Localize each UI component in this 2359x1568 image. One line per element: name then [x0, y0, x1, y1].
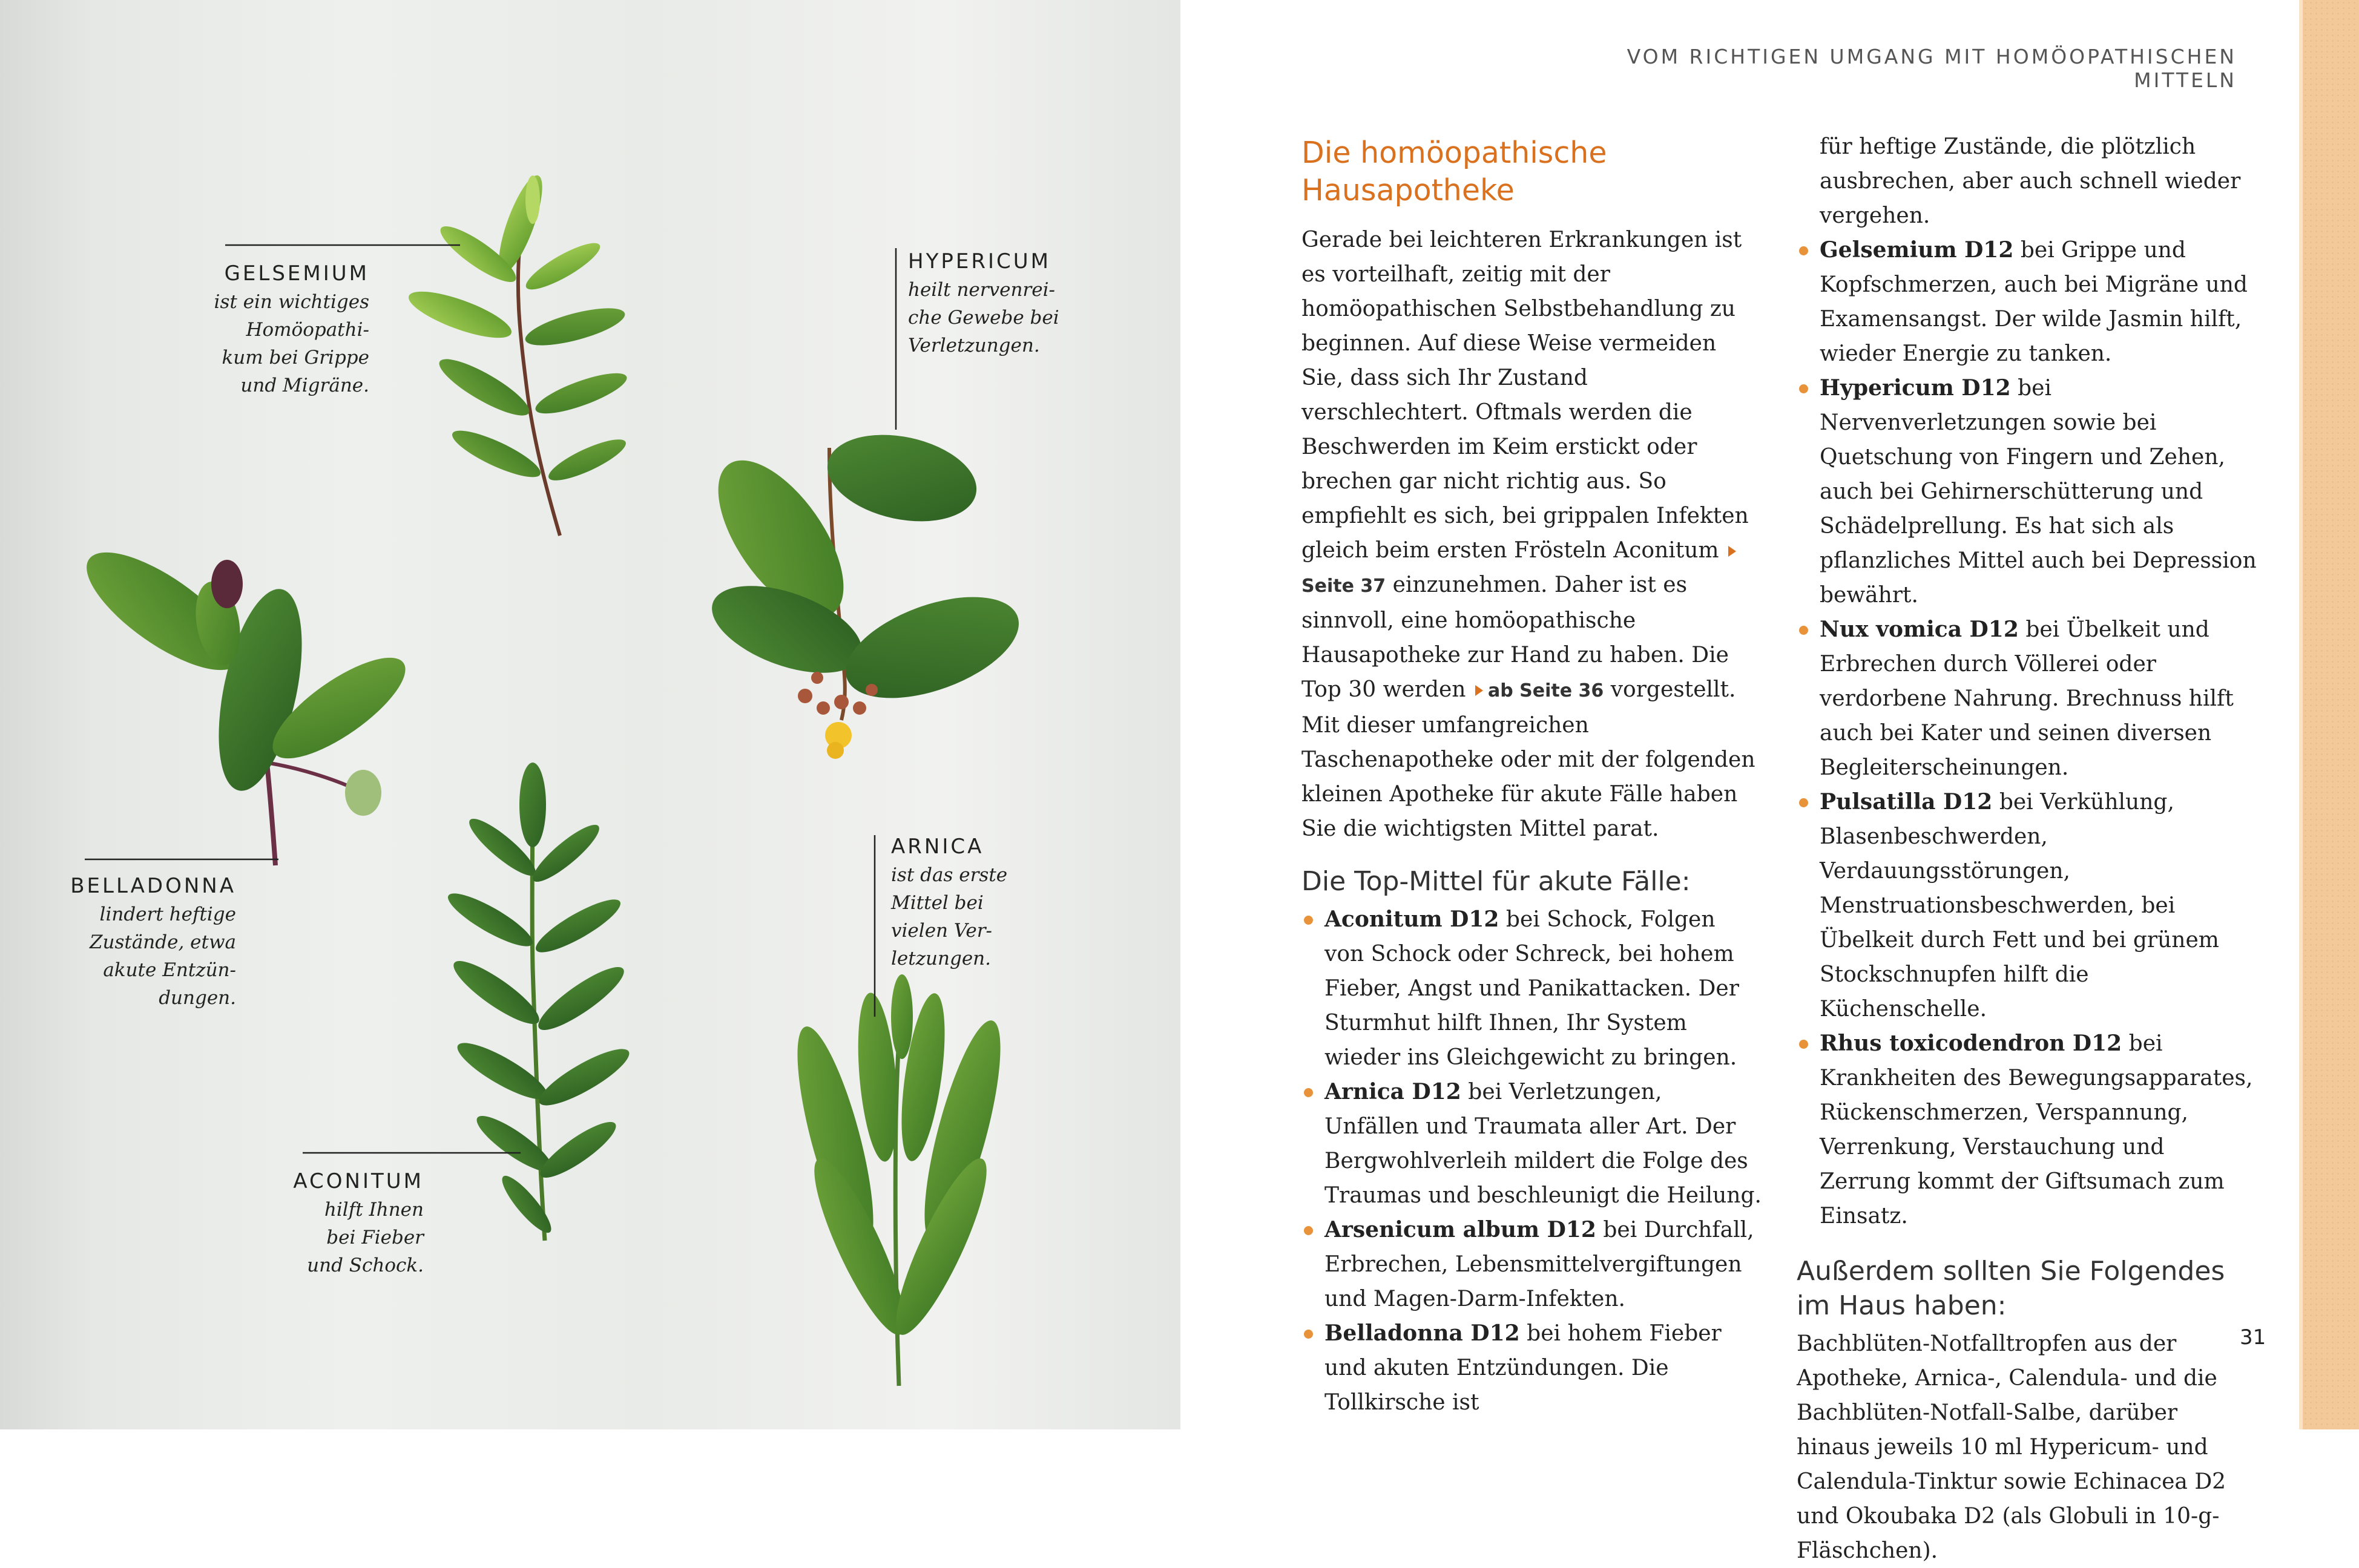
- label-hypericum: HYPERICUM heilt nervenrei- che Gewebe bei Verletzungen.: [908, 247, 1078, 359]
- gelsemium-plant: [404, 171, 631, 536]
- label-gelsemium-name: GELSEMIUM: [224, 261, 369, 286]
- page-reference[interactable]: Seite 37: [1301, 576, 1386, 597]
- bullet-icon: [1799, 798, 1808, 807]
- label-gelsemium: GELSEMIUM ist ein wichtiges Homöopathi- kum bei Grippe und Migräne.: [200, 259, 369, 399]
- arrow-icon: [1475, 685, 1483, 696]
- closing-paragraph: Bachblüten-Notfalltropfen aus der Apotheke, Arnica-, Calendula- und die Bachblüten-Notfall-Salbe, darüber hinaus jeweils 10 ml Hypericum- und Calendula-Tinktur sowie Echinacea D2 und Okoubaka D2 (als Globuli in 10-g-Fläschchen).: [1797, 1331, 2226, 1563]
- list-item: Nux vomica D12 bei Übelkeit und Erbrechen durch Völlerei oder verdorbene Nahrung. Brechnuss hilft auch bei Kater und seinen diversen Begleiterscheinungen.: [1797, 612, 2257, 785]
- arnica-plant: [782, 974, 1016, 1386]
- label-aconitum-name: ACONITUM: [293, 1169, 424, 1193]
- list-item: Aconitum D12 bei Schock, Folgen von Schock oder Schreck, bei hohem Fieber, Angst und Panikattacken. Der Sturmhut hilft Ihnen, Ihr System wieder ins Gleichgewicht zu bringen.: [1301, 902, 1762, 1075]
- label-arnica: ARNICA ist das erste Mittel bei vielen Ver- letzungen.: [891, 832, 1061, 973]
- label-hypericum-name: HYPERICUM: [908, 249, 1051, 274]
- label-belladonna-name: BELLADONNA: [70, 874, 236, 898]
- hypericum-plant: [694, 422, 1032, 759]
- label-aconitum: ACONITUM hilft Ihnen bei Fieber und Schock.: [254, 1167, 424, 1279]
- subhead-top-remedies: Die Top-Mittel für akute Fälle:: [1301, 866, 1691, 897]
- bullet-icon: [1799, 246, 1808, 255]
- belladonna-continuation: für heftige Zustände, die plötzlich ausbrechen, aber auch schnell wieder vergehen.: [1820, 134, 2241, 228]
- article-title: Die homöopathische Hausapotheke: [1301, 136, 1607, 208]
- label-belladonna: BELLADONNA lindert heftige Zustände, etwa akute Entzün- dungen.: [67, 871, 236, 1012]
- list-item: Arnica D12 bei Verletzungen, Unfällen und Traumata aller Art. Der Bergwohlverleih mildert die Folge des Traumas und beschleunigt die Heilung.: [1301, 1075, 1762, 1213]
- list-item: Gelsemium D12 bei Grippe und Kopfschmerzen, auch bei Migräne und Examensangst. Der wilde Jasmin hilft, wieder Energie zu tanken.: [1797, 233, 2257, 371]
- text-column-left: [1301, 134, 1762, 1420]
- arrow-icon: [1728, 546, 1736, 557]
- bullet-icon: [1304, 1088, 1313, 1097]
- label-arnica-name: ARNICA: [891, 835, 984, 859]
- list-item: Pulsatilla D12 bei Verkühlung, Blasenbeschwerden, Verdauungsstörungen, Menstruationsbeschwerden, bei Übelkeit durch Fett und bei grünem Stockschnupfen hilft die Küchenschelle.: [1797, 785, 2257, 1026]
- bullet-icon: [1304, 1330, 1313, 1339]
- page-reference[interactable]: ab Seite 36: [1487, 680, 1604, 701]
- text-page: [1180, 0, 2359, 1563]
- list-item: Arsenicum album D12 bei Durchfall, Erbrechen, Lebensmittelvergiftungen und Magen-Darm-Infekten.: [1301, 1213, 1762, 1316]
- page-number: 31: [2240, 1325, 2266, 1350]
- plant-photo: [0, 0, 1180, 1429]
- bullet-icon: [1304, 916, 1313, 925]
- remedy-list-left: [1301, 902, 1762, 1420]
- intro-paragraph: Gerade bei leichteren Erkrankungen ist es vorteilhaft, zeitig mit der homöopathischen Selbstbehandlung zu beginnen. Auf diese Weise vermeiden Sie, dass sich Ihr Zustand verschlechtert. Oftmals werden die Beschwerden im Keim erstickt oder brechen gar nicht richtig aus. So empfiehlt es sich, bei grippalen Infekten gleich beim ersten Frösteln Aconitum Seite 37 einzunehmen. Daher ist es sinnvoll, eine homöopathische Hausapotheke zur Hand zu haben. Die Top 30 werden ab Seite 36 vorgestellt. Mit dieser umfangreichen Taschenapotheke oder mit der folgenden kleinen Apotheke für akute Fälle haben Sie die wichtigsten Mittel parat.: [1301, 228, 1755, 841]
- aconitum-plant: [443, 763, 636, 1241]
- bullet-icon: [1304, 1226, 1313, 1235]
- bullet-icon: [1799, 384, 1808, 393]
- belladonna-plant: [70, 532, 419, 865]
- list-item: Rhus toxicodendron D12 bei Krankheiten des Bewegungsapparates, Rückenschmerzen, Verspannung, Verrenkung, Verstauchung und Zerrung kommt der Giftsumach zum Einsatz.: [1797, 1026, 2257, 1233]
- list-item: Hypericum D12 bei Nervenverletzungen sowie bei Quetschung von Fingern und Zehen, auch bei Gehirnerschütterung und Schädelprellung. Es hat sich als pflanzliches Mittel auch bei Depression bewährt.: [1797, 371, 2257, 612]
- subhead-additional-items: Außerdem sollten Sie Folgendes im Haus haben:: [1797, 1256, 2225, 1321]
- bullet-icon: [1799, 1040, 1808, 1049]
- chapter-tab: [2303, 0, 2359, 1429]
- plant-illustrations: [0, 0, 1180, 1429]
- list-item: Belladonna D12 bei hohem Fieber und akuten Entzündungen. Die Tollkirsche ist: [1301, 1316, 1762, 1420]
- remedy-list-right: [1797, 233, 2257, 1233]
- running-head: VOM RICHTIGEN UMGANG MIT HOMÖOPATHISCHEN MITTELN: [1627, 45, 2237, 92]
- text-column-right: [1797, 130, 2257, 1568]
- bullet-icon: [1799, 626, 1808, 635]
